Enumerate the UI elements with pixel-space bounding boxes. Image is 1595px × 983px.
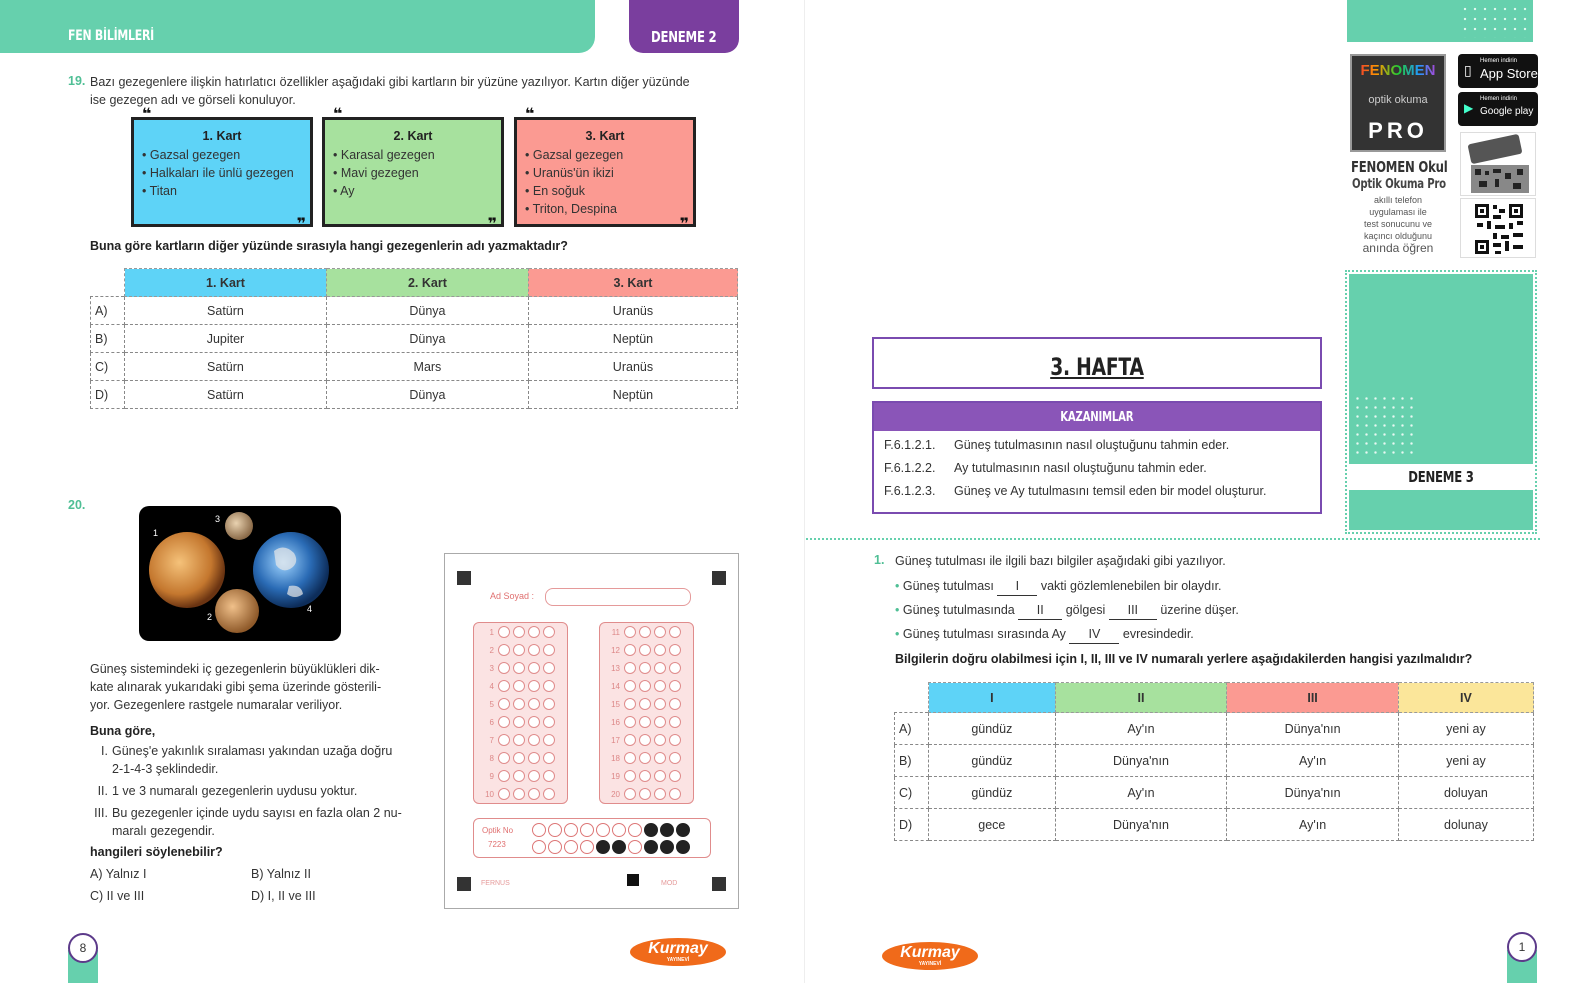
answer-column-2: 11 12 13 14 15 16 17 18 19 20 <box>599 622 694 804</box>
statement-text: maralı gezegendir. <box>112 824 215 838</box>
card-item: • Titan <box>142 182 302 200</box>
outcomes-box <box>872 401 1322 514</box>
page-number: 8 <box>68 933 98 963</box>
bullet-2 <box>895 601 1239 620</box>
outcomes-title: KAZANIMLAR <box>1060 410 1134 425</box>
statement-2 <box>90 782 420 800</box>
table-cell: Dünya'nın <box>1055 745 1227 777</box>
outcome-row <box>874 480 1320 503</box>
blank-II: II <box>1018 601 1062 620</box>
table-cell: gündüz <box>929 777 1056 809</box>
card-item: • Ay <box>333 182 493 200</box>
question-text-line: ise gezegen adı ve görseli konuluyor. <box>90 93 296 107</box>
bullet-text: evresindedir. <box>1122 627 1194 641</box>
optic-number-box <box>473 818 711 858</box>
promo-line: test sonucunu ve <box>1363 219 1433 229</box>
question-text-line: kate alınarak yukarıdaki gibi şema üzerinde gösterili- <box>90 680 382 694</box>
planet-1 <box>149 532 225 608</box>
quote-open-icon: ❝ <box>525 106 535 123</box>
outcome-code: F.6.1.2.3. <box>884 484 936 498</box>
outcome-text: Güneş tutulmasının nasıl oluştuğunu tahmin eder. <box>954 438 1230 452</box>
deneme-bottom-block <box>1349 490 1533 530</box>
answer-column-1: 1 2 3 4 5 6 7 8 9 10 <box>473 622 568 804</box>
bullet-text: üzerine düşer. <box>1160 603 1239 617</box>
table-header-row <box>895 683 1534 713</box>
outcome-code: F.6.1.2.1. <box>884 438 936 452</box>
phone-scan-image <box>1460 132 1536 196</box>
question-number: 1. <box>874 553 885 567</box>
planet-3 <box>225 512 253 540</box>
quote-close-icon: ❞ <box>296 216 306 233</box>
bullet-1 <box>895 577 1222 596</box>
statement-text: 1 ve 3 numaralı gezegenlerin uydusu yoktur. <box>112 784 358 798</box>
table-row[interactable] <box>91 325 738 353</box>
card-item: • Triton, Despina <box>525 200 685 218</box>
question-text-line: Güneş sistemindeki iç gezegenlerin büyüklükleri dik- <box>90 662 380 676</box>
table-header: II <box>1055 683 1227 713</box>
optik-no-bubbles <box>532 823 692 837</box>
card-1 <box>131 106 313 233</box>
promo-line: anında öğren <box>1362 241 1434 255</box>
option-label: D) <box>91 381 125 409</box>
deneme-title: DENEME 3 <box>1408 468 1474 486</box>
table-cell: Dünya'nın <box>1227 777 1399 809</box>
table-row[interactable] <box>895 809 1534 841</box>
option-label: C) <box>895 777 929 809</box>
optic-form-image <box>444 553 739 909</box>
table-header: I <box>929 683 1056 713</box>
table-row[interactable] <box>91 297 738 325</box>
optik-okuma-pro: Optik Okuma Pro <box>1352 177 1446 192</box>
card-title: 3. Kart <box>585 129 625 143</box>
bullet-icon: • <box>895 627 900 641</box>
blank-IV: IV <box>1069 625 1119 644</box>
store-subtext: Hemen indirin <box>1480 96 1518 102</box>
planets-image <box>139 506 341 641</box>
table-cell: Satürn <box>125 381 327 409</box>
table-header: III <box>1227 683 1399 713</box>
quote-close-icon: ❞ <box>679 216 689 233</box>
store-text: App Store <box>1480 66 1538 81</box>
question-text: Güneş tutulması ile ilgili bazı bilgiler aşağıdaki gibi yazılıyor. <box>895 554 1226 568</box>
planet-4 <box>253 532 329 608</box>
table-cell: gece <box>929 809 1056 841</box>
corner-mark <box>712 571 726 585</box>
fenomen-okul: FENOMEN Okul <box>1351 158 1448 176</box>
table-cell: dolunay <box>1398 809 1533 841</box>
apple-icon: ▯ <box>1464 62 1472 78</box>
table-row[interactable] <box>895 745 1534 777</box>
logo-subtext: YAYINEVİ <box>666 957 690 963</box>
logo-subtext: YAYINEVİ <box>918 961 942 967</box>
answer-table-q1 <box>894 682 1534 841</box>
option-a[interactable]: A) Yalnız I <box>90 867 147 881</box>
statement-list <box>90 742 420 840</box>
table-cell: yeni ay <box>1398 713 1533 745</box>
outcome-row <box>874 457 1320 480</box>
outcome-text: Ay tutulmasının nasıl oluştuğunu tahmin eder. <box>954 461 1207 475</box>
exam-title: DENEME 2 <box>651 28 717 46</box>
table-cell: Uranüs <box>528 353 737 381</box>
quote-open-icon: ❝ <box>333 106 343 123</box>
card-2 <box>322 106 504 233</box>
statement-num: I. <box>101 744 108 758</box>
statement-text: Bu gezegenler içinde uydu sayısı en fazla olan 2 nu- <box>112 806 402 820</box>
blank-I: I <box>997 577 1037 596</box>
table-header: 3. Kart <box>528 269 737 297</box>
dot-pattern <box>1460 4 1530 38</box>
logo-text: Kurmay <box>648 940 708 957</box>
outcome-row <box>874 434 1320 457</box>
week-title: 3. HAFTA <box>1050 353 1144 381</box>
google-play-badge[interactable] <box>1458 92 1538 126</box>
table-cell: Mars <box>326 353 528 381</box>
timing-mark <box>627 874 639 886</box>
statement-num: II. <box>97 784 108 798</box>
card-item: • Mavi gezegen <box>333 164 493 182</box>
table-row[interactable] <box>91 381 738 409</box>
question-text <box>90 660 420 714</box>
bullet-icon: • <box>895 603 900 617</box>
card-item: • En soğuk <box>525 182 685 200</box>
logo-text: Kurmay <box>900 944 960 961</box>
option-label: D) <box>895 809 929 841</box>
question-prompt: hangileri söylenebilir? <box>90 845 223 859</box>
card-item: • Gazsal gezegen <box>525 146 685 164</box>
exam-tab <box>629 0 739 53</box>
table-cell: Dünya'nın <box>1055 809 1227 841</box>
table-cell: Ay'ın <box>1055 713 1227 745</box>
question-text <box>90 73 750 109</box>
card-3 <box>514 106 696 233</box>
quote-open-icon: ❝ <box>142 106 152 123</box>
table-cell: Ay'ın <box>1055 777 1227 809</box>
option-label: A) <box>895 713 929 745</box>
planet-label: 3 <box>215 514 221 524</box>
planet-label: 4 <box>307 604 313 614</box>
table-cell: doluyan <box>1398 777 1533 809</box>
table-cell: Jupiter <box>125 325 327 353</box>
bullet-icon: • <box>895 579 900 593</box>
bullet-3 <box>895 625 1194 644</box>
bullet-text: vakti gözlemlenebilen bir olaydır. <box>1040 579 1222 593</box>
card-item: • Karasal gezegen <box>333 146 493 164</box>
card-item: • Uranüs'ün ikizi <box>525 164 685 182</box>
card-title: 1. Kart <box>202 129 242 143</box>
table-cell: Ay'ın <box>1227 745 1399 777</box>
table-cell: Dünya <box>326 381 528 409</box>
table-row[interactable] <box>91 353 738 381</box>
bullet-text: Güneş tutulması sırasında Ay <box>902 627 1066 641</box>
answer-table-q19 <box>90 268 738 409</box>
table-cell: Satürn <box>125 353 327 381</box>
table-cell: Neptün <box>528 381 737 409</box>
table-header-empty <box>91 269 125 297</box>
header-bar <box>0 0 595 53</box>
table-cell: Dünya'nın <box>1227 713 1399 745</box>
bullet-text: gölgesi <box>1065 603 1106 617</box>
table-cell: Neptün <box>528 325 737 353</box>
option-label: B) <box>91 325 125 353</box>
fenomen-title: FENOMEN <box>1356 62 1440 79</box>
promo-text <box>1350 194 1446 254</box>
dot-pattern <box>1353 394 1417 454</box>
planet-2 <box>215 589 259 633</box>
card-item: • Halkaları ile ünlü gezegen <box>142 164 302 182</box>
publisher-logo <box>882 942 978 970</box>
table-header-row <box>91 269 738 297</box>
outcomes-header <box>874 403 1320 431</box>
option-label: B) <box>895 745 929 777</box>
table-cell: Dünya <box>326 325 528 353</box>
option-d[interactable]: D) I, II ve III <box>251 889 316 903</box>
table-header: 1. Kart <box>125 269 327 297</box>
page-number: 1 <box>1507 932 1537 962</box>
name-label: Ad Soyad : <box>490 591 535 601</box>
optik-no-label: Optik No <box>482 826 514 835</box>
outcome-text: Güneş ve Ay tutulmasını temsil eden bir model oluşturur. <box>954 484 1267 498</box>
question-prompt: Bilgilerin doğru olabilmesi için I, II, III ve IV numaralı yerlere aşağıdakilerden hangisi yazılmalıdır? <box>895 652 1473 666</box>
planet-label: 2 <box>207 612 213 622</box>
publisher-logo <box>630 938 726 966</box>
statement-text: 2-1-4-3 şeklindedir. <box>112 762 219 776</box>
table-row[interactable] <box>895 777 1534 809</box>
table-header: IV <box>1398 683 1533 713</box>
option-c[interactable]: C) II ve III <box>90 889 145 903</box>
planet-label: 1 <box>153 528 159 538</box>
table-cell: gündüz <box>929 745 1056 777</box>
corner-mark <box>457 571 471 585</box>
qr-code-image <box>1460 198 1536 258</box>
store-text: Google play <box>1480 106 1534 117</box>
table-cell: Dünya <box>326 297 528 325</box>
card-item: • Gazsal gezegen <box>142 146 302 164</box>
question-number: 20. <box>68 498 86 512</box>
quote-close-icon: ❞ <box>487 216 497 233</box>
option-label: A) <box>91 297 125 325</box>
brand-right: MOD <box>661 880 678 887</box>
question-text-line: Bazı gezegenlere ilişkin hatırlatıcı özellikler aşağıdaki gibi kartların bir yüzüne yazılıyor. Kartın diğer yüzünde <box>90 75 690 89</box>
app-store-badge[interactable] <box>1458 54 1538 88</box>
question-lead: Buna göre, <box>90 724 156 738</box>
table-cell: Satürn <box>125 297 327 325</box>
fenomen-logo <box>1350 54 1446 152</box>
corner-mark <box>457 877 471 891</box>
statement-1 <box>90 742 420 778</box>
optik-no-value: 7223 <box>488 840 506 849</box>
page-gutter <box>804 0 805 983</box>
question-prompt: Buna göre kartların diğer yüzünde sırasıyla hangi gezegenlerin adı yazmaktadır? <box>90 239 568 253</box>
statement-3 <box>90 804 420 840</box>
table-cell: Uranüs <box>528 297 737 325</box>
bullet-text: Güneş tutulması <box>902 579 994 593</box>
store-subtext: Hemen indirin <box>1480 58 1518 64</box>
optik-okuma-label: optik okuma <box>1368 94 1428 106</box>
option-label: C) <box>91 353 125 381</box>
outcome-code: F.6.1.2.2. <box>884 461 936 475</box>
brand-left: FERNUS <box>481 880 510 887</box>
table-cell: gündüz <box>929 713 1056 745</box>
statement-text: Güneş'e yakınlık sıralaması yakından uzağa doğru <box>112 744 393 758</box>
table-cell: Ay'ın <box>1227 809 1399 841</box>
section-divider <box>806 538 1540 540</box>
deneme-label-strip <box>1349 464 1533 490</box>
bullet-text: Güneş tutulmasında <box>902 603 1015 617</box>
week-title-box <box>872 337 1322 389</box>
pro-label: PRO <box>1368 118 1428 143</box>
table-header: 2. Kart <box>326 269 528 297</box>
corner-mark <box>712 877 726 891</box>
subject-title: FEN BİLİMLERİ <box>68 28 154 44</box>
blank-III: III <box>1109 601 1157 620</box>
optik-no-bubbles <box>532 840 692 854</box>
play-icon: ▶ <box>1464 101 1474 115</box>
statement-num: III. <box>94 806 108 820</box>
table-cell: yeni ay <box>1398 745 1533 777</box>
option-b[interactable]: B) Yalnız II <box>251 867 311 881</box>
table-header-empty <box>895 683 929 713</box>
table-row[interactable] <box>895 713 1534 745</box>
question-text-line: yor. Gezegenlere rastgele numaralar veriliyor. <box>90 698 343 712</box>
question-number: 19. <box>68 74 86 88</box>
promo-line: uygulaması ile <box>1369 207 1427 217</box>
promo-line: kaçıncı olduğunu <box>1363 231 1433 241</box>
promo-line: akıllı telefon <box>1373 195 1423 205</box>
name-field <box>545 588 691 606</box>
card-title: 2. Kart <box>393 129 433 143</box>
